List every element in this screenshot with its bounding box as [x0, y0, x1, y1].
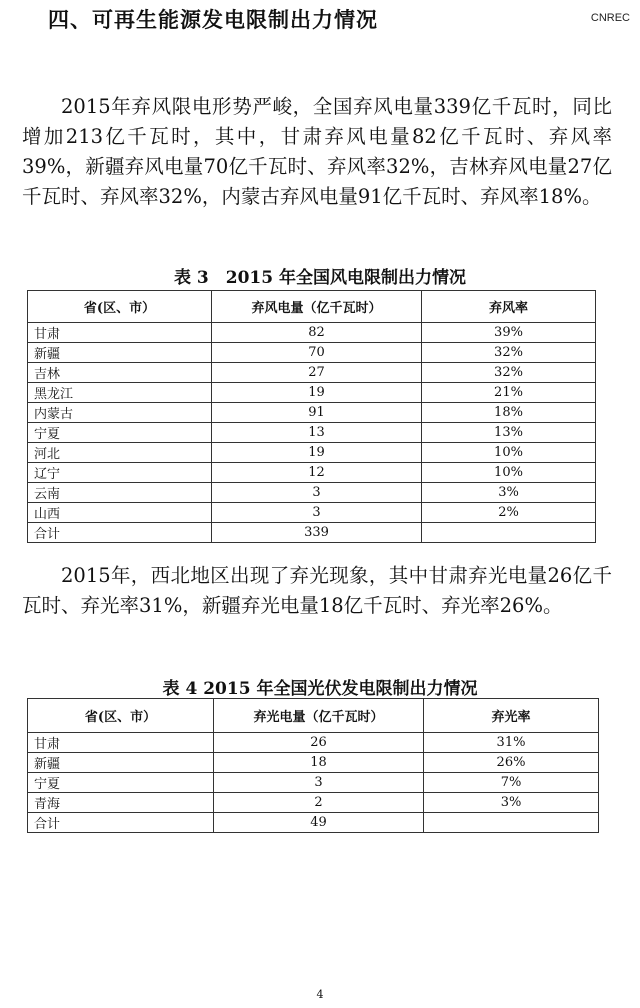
page-number: 4 [316, 988, 324, 1001]
cell-rate: 3% [422, 483, 596, 503]
table3-caption: 表 3 2015 年全国风电限制出力情况 [174, 268, 466, 288]
cell-province: 合计 [28, 813, 214, 833]
paragraph-solar-curtailment: 2015年，西北地区出现了弃光现象，其中甘肃弃光电量26亿千瓦时、弃光率31%，新疆弃光电量18亿千瓦时、弃光率26%。 [22, 564, 612, 617]
table4-caption: 表 4 2015 年全国光伏发电限制出力情况 [162, 679, 478, 699]
cell-province: 宁夏 [28, 773, 214, 793]
column-header-curtailment-rate: 弃光率 [424, 699, 599, 733]
cell-province: 山西 [28, 503, 212, 523]
cell-province: 吉林 [28, 363, 212, 383]
table-row [28, 753, 599, 773]
cell-energy: 3 [212, 483, 422, 503]
cell-rate [422, 523, 596, 543]
cell-rate: 2% [422, 503, 596, 523]
cell-province: 合计 [28, 523, 212, 543]
table-header-row [28, 291, 596, 323]
cell-rate: 10% [422, 463, 596, 483]
cell-rate: 7% [424, 773, 599, 793]
cell-energy: 12 [212, 463, 422, 483]
cell-energy: 13 [212, 423, 422, 443]
cell-province: 甘肃 [28, 733, 214, 753]
cell-province: 新疆 [28, 753, 214, 773]
table-row [28, 483, 596, 503]
wind-curtailment-table [27, 290, 596, 543]
cell-province: 新疆 [28, 343, 212, 363]
table-row [28, 383, 596, 403]
cell-rate: 31% [424, 733, 599, 753]
table-row [28, 503, 596, 523]
table-row [28, 403, 596, 423]
cell-province: 内蒙古 [28, 403, 212, 423]
table-row [28, 733, 599, 753]
table-row [28, 343, 596, 363]
table-row [28, 463, 596, 483]
cell-province: 宁夏 [28, 423, 212, 443]
cell-energy: 26 [214, 733, 424, 753]
cell-province: 辽宁 [28, 463, 212, 483]
cell-province: 河北 [28, 443, 212, 463]
table-total-row [28, 813, 599, 833]
cell-energy: 2 [214, 793, 424, 813]
cnrec-logo: CNREC [590, 12, 630, 24]
column-header-curtailed-energy: 弃光电量（亿千瓦时） [214, 699, 424, 733]
column-header-province: 省(区、市） [28, 699, 214, 733]
section-heading: 四、可再生能源发电限制出力情况 [48, 8, 378, 32]
cell-rate: 39% [422, 323, 596, 343]
cell-energy: 19 [212, 383, 422, 403]
cell-energy: 3 [212, 503, 422, 523]
table-row [28, 443, 596, 463]
table-header-row [28, 699, 599, 733]
cell-rate: 21% [422, 383, 596, 403]
cell-province: 甘肃 [28, 323, 212, 343]
cell-rate: 18% [422, 403, 596, 423]
cell-energy: 82 [212, 323, 422, 343]
solar-curtailment-table [27, 698, 599, 833]
cell-energy: 18 [214, 753, 424, 773]
table-total-row [28, 523, 596, 543]
cell-rate: 32% [422, 363, 596, 383]
cell-rate [424, 813, 599, 833]
table-row [28, 323, 596, 343]
cell-energy: 3 [214, 773, 424, 793]
cell-province: 黑龙江 [28, 383, 212, 403]
column-header-curtailment-rate: 弃风率 [422, 291, 596, 323]
cell-energy: 91 [212, 403, 422, 423]
cell-rate: 13% [422, 423, 596, 443]
cell-rate: 26% [424, 753, 599, 773]
table-row [28, 423, 596, 443]
column-header-province: 省(区、市） [28, 291, 212, 323]
cell-energy: 49 [214, 813, 424, 833]
column-header-curtailed-energy: 弃风电量（亿千瓦时） [212, 291, 422, 323]
cell-energy: 339 [212, 523, 422, 543]
cell-rate: 3% [424, 793, 599, 813]
cell-rate: 10% [422, 443, 596, 463]
cell-energy: 27 [212, 363, 422, 383]
cell-province: 青海 [28, 793, 214, 813]
cell-province: 云南 [28, 483, 212, 503]
cell-rate: 32% [422, 343, 596, 363]
table-row [28, 793, 599, 813]
cell-energy: 70 [212, 343, 422, 363]
cell-energy: 19 [212, 443, 422, 463]
paragraph-wind-curtailment: 2015年弃风限电形势严峻，全国弃风电量339亿千瓦时，同比增加213亿千瓦时，其中，甘肃弃风电量82亿千瓦时、弃风率39%，新疆弃风电量70亿千瓦时、弃风率32%，吉林弃风电量27亿千瓦时、弃风率32%，内蒙古弃风电量91亿千瓦时、弃风率18%。 [22, 95, 612, 208]
table-row [28, 363, 596, 383]
table-row [28, 773, 599, 793]
